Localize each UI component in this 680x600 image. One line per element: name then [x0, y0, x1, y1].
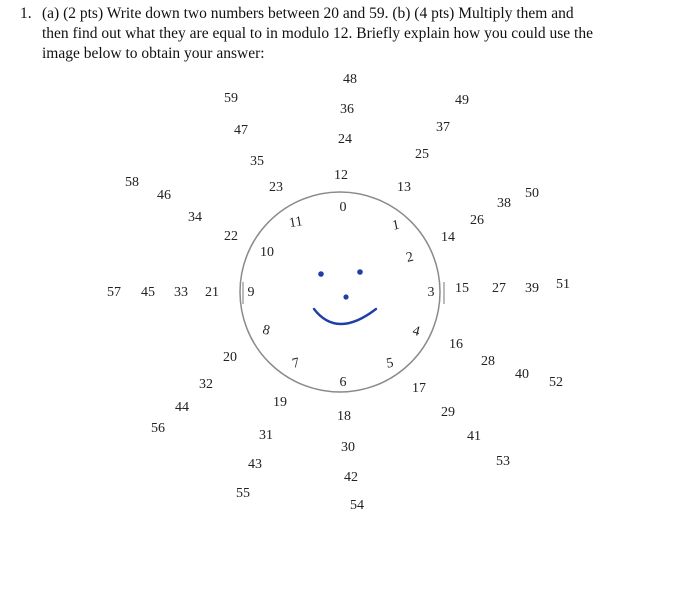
clock-number-26: 26 — [470, 213, 484, 229]
clock-number-1: 1 — [390, 217, 401, 234]
clock-number-8: 8 — [260, 322, 272, 339]
clock-number-39: 39 — [525, 281, 539, 297]
clock-number-21: 21 — [205, 285, 219, 301]
clock-number-22: 22 — [224, 229, 238, 245]
clock-number-34: 34 — [188, 210, 202, 226]
clock-number-12: 12 — [334, 168, 348, 184]
clock-number-59: 59 — [224, 91, 238, 107]
smiley-nose — [343, 294, 348, 299]
clock-number-19: 19 — [273, 395, 287, 411]
clock-number-32: 32 — [199, 377, 213, 393]
clock-number-44: 44 — [175, 400, 189, 416]
clock-number-45: 45 — [141, 285, 155, 301]
clock-number-37: 37 — [436, 120, 450, 136]
clock-number-41: 41 — [467, 429, 481, 445]
clock-number-7: 7 — [290, 355, 301, 372]
clock-number-14: 14 — [441, 230, 455, 246]
clock-number-16: 16 — [449, 337, 463, 353]
question-line-2: then find out what they are equal to in modulo 12. Briefly explain how you could use the — [42, 25, 593, 42]
clock-number-30: 30 — [341, 440, 355, 456]
clock-number-27: 27 — [492, 281, 506, 297]
clock-number-40: 40 — [515, 367, 529, 383]
clock-face — [240, 192, 440, 392]
clock-number-58: 58 — [125, 175, 139, 191]
clock-number-18: 18 — [337, 409, 351, 425]
clock-number-5: 5 — [385, 355, 395, 372]
clock-number-54: 54 — [350, 498, 364, 514]
clock-number-47: 47 — [234, 123, 248, 139]
clock-number-49: 49 — [455, 93, 469, 109]
clock-number-50: 50 — [525, 186, 539, 202]
clock-number-2: 2 — [404, 249, 416, 266]
clock-number-52: 52 — [549, 375, 563, 391]
clock-number-36: 36 — [340, 102, 354, 118]
clock-number-53: 53 — [496, 454, 510, 470]
question-number: 1. — [20, 5, 32, 22]
clock-number-17: 17 — [412, 381, 426, 397]
smiley-right-eye — [357, 269, 363, 275]
clock-number-6: 6 — [339, 375, 347, 391]
smiley-face — [314, 269, 376, 324]
clock-number-20: 20 — [223, 350, 237, 366]
question-line-1: (a) (2 pts) Write down two numbers between 20 and 59. (b) (4 pts) Multiply them and — [42, 5, 574, 22]
clock-number-31: 31 — [259, 428, 273, 444]
clock-number-11: 11 — [288, 214, 304, 232]
clock-number-43: 43 — [248, 457, 262, 473]
clock-number-25: 25 — [415, 147, 429, 163]
clock-number-9: 9 — [247, 285, 255, 301]
clock-number-24: 24 — [338, 132, 352, 148]
smiley-left-eye — [318, 271, 324, 277]
clock-number-3: 3 — [427, 285, 435, 301]
clock-number-4: 4 — [410, 323, 422, 340]
question-line-3: image below to obtain your answer: — [42, 45, 265, 62]
clock-number-51: 51 — [556, 277, 570, 293]
clock-number-0: 0 — [339, 200, 347, 216]
clock-number-28: 28 — [481, 354, 495, 370]
clock-number-15: 15 — [455, 281, 469, 297]
clock-number-55: 55 — [236, 486, 250, 502]
clock-number-38: 38 — [497, 196, 511, 212]
clock-number-33: 33 — [174, 285, 188, 301]
clock-number-10: 10 — [260, 245, 274, 261]
clock-number-48: 48 — [343, 72, 357, 88]
clock-number-23: 23 — [269, 180, 283, 196]
clock-number-13: 13 — [397, 180, 411, 196]
clock-number-labels — [107, 72, 570, 513]
clock-number-46: 46 — [157, 188, 171, 204]
smiley-mouth — [314, 309, 376, 324]
clock-number-42: 42 — [344, 470, 358, 486]
clock-number-35: 35 — [250, 154, 264, 170]
clock-number-57: 57 — [107, 285, 121, 301]
clock-number-56: 56 — [151, 421, 165, 437]
clock-number-29: 29 — [441, 405, 455, 421]
